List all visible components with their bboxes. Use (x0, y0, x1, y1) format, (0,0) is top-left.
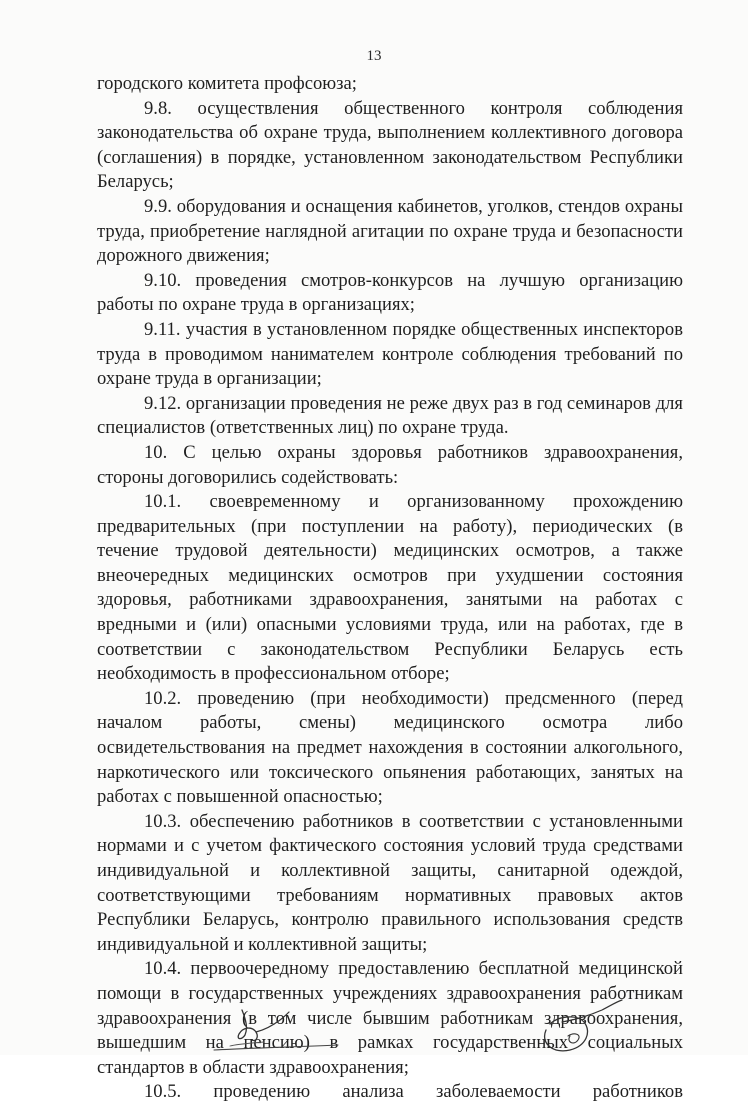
paragraph-10-1: 10.1. своевременному и организованному прохождению предварительных (при поступлении на работу), периодических (в течение трудовой деятельности) медицинских осмотров, а также внеочередных медицинских осмотров при ухудшении состояния здоровья, работниками здравоохранения, занятыми на работах с вредными и (или) опасными условиями труда, или на работах, где в соответствии с законодательством Республики Беларусь есть необходимость в профессиональном отборе; (97, 491, 683, 685)
paragraph-continuation: городского комитета профсоюза; (97, 73, 357, 94)
paragraph-9-8: 9.8. осуществления общественного контроля соблюдения законодательства об охране труда, выполнением коллективного договора (соглашения) в порядке, установленном законодательством Республики Беларусь; (97, 97, 683, 193)
paragraph-9-9: 9.9. оборудования и оснащения кабинетов, уголков, стендов охраны труда, приобретение наглядной агитации по охране труда и безопасности дорожного движения; (97, 195, 683, 267)
paragraph-9-10: 9.10. проведения смотров-конкурсов на лучшую организацию работы по охране труда в организациях; (97, 269, 683, 316)
paragraph-10-4: 10.4. первоочередному предоставлению бесплатной медицинской помощи в государственных учреждениях здравоохранения работникам здравоохранения (в том числе бывшим работникам здравоохранения, вышедшим на пенсию) в рамках государственных социальных стандартов в области здравоохранения; (97, 958, 683, 1078)
body-text (97, 72, 683, 1105)
signature-right (522, 992, 632, 1055)
paragraph-10: 10. С целью охраны здоровья работников здравоохранения, стороны договорились содействовать: (97, 441, 683, 488)
page-number: 13 (366, 48, 382, 64)
paragraph-9-11: 9.11. участия в установленном порядке общественных инспекторов труда в проводимом нанимателем контроле соблюдения требований по охране труда в организации; (97, 318, 683, 390)
signature-left (212, 990, 342, 1055)
paragraph-9-12: 9.12. организации проведения не реже двух раз в год семинаров для специалистов (ответственных лиц) по охране труда. (97, 392, 683, 439)
paragraph-10-2: 10.2. проведению (при необходимости) предсменного (перед началом работы, смены) медицинского осмотра либо освидетельствования на предмет нахождения в состоянии алкогольного, наркотического или токсического опьянения работающих, занятых на работах с повышенной опасностью; (97, 687, 683, 808)
paragraph-10-3: 10.3. обеспечению работников в соответствии с установленными нормами и с учетом фактического состояния условий труда средствами индивидуальной и коллективной защиты, санитарной одеждой, соответствующими требованиям нормативных правовых актов Республики Беларусь, контролю правильного использования средств индивидуальной и коллективной защиты; (97, 810, 683, 955)
paragraph-10-5: 10.5. проведению анализа заболеваемости работников (144, 1081, 683, 1103)
